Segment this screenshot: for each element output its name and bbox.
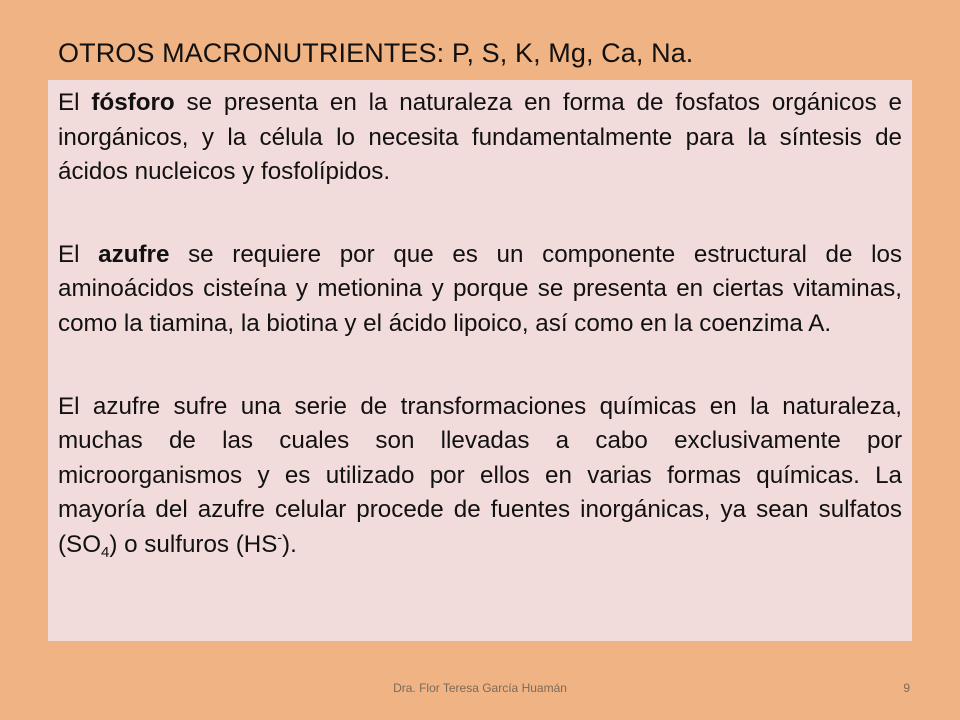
p3-end: ).: [282, 530, 297, 558]
p2-bold-term: azufre: [98, 240, 170, 268]
p1-text: se presenta en la naturaleza en forma de fosfatos orgánicos e inorgánicos, y la célula lo necesita fundamentalmente para la síntesis de ácidos nucleicos y fosfolípidos.: [58, 89, 902, 186]
p2-text: se requiere por que es un componente estructural de los aminoácidos cisteína y metionina y porque se presenta en ciertas vitaminas, como la tiamina, la biotina y el ácido lipoico, así como en la coenzima A.: [58, 240, 902, 337]
page-number: 9: [903, 681, 910, 695]
p3-subscript: 4: [101, 543, 110, 561]
paragraph-sulfur: [58, 238, 902, 342]
paragraph-sulfur-transformations: [58, 390, 902, 563]
p3-superscript: -: [277, 528, 283, 545]
slide-title: OTROS MACRONUTRIENTES: P, S, K, Mg, Ca, Na.: [58, 38, 694, 68]
p2-lead: El: [58, 240, 99, 268]
p3-text: El azufre sufre una serie de transformaciones químicas en la naturaleza, muchas de las cuales son llevadas a cabo exclusivamente por microorganismos y es utilizado por ellos en varias formas químicas. La mayoría del azufre celular procede de fuentes inorgánicas, ya sean sulfatos (SO: [58, 392, 902, 558]
p1-lead: El: [58, 89, 92, 116]
footer-author: Dra. Flor Teresa García Huamán: [393, 681, 567, 695]
p1-bold-term: fósforo: [91, 89, 175, 116]
p3-mid: ) o sulfuros (HS: [109, 530, 278, 558]
paragraph-phosphorus: [58, 86, 902, 190]
content-box: [48, 80, 912, 641]
